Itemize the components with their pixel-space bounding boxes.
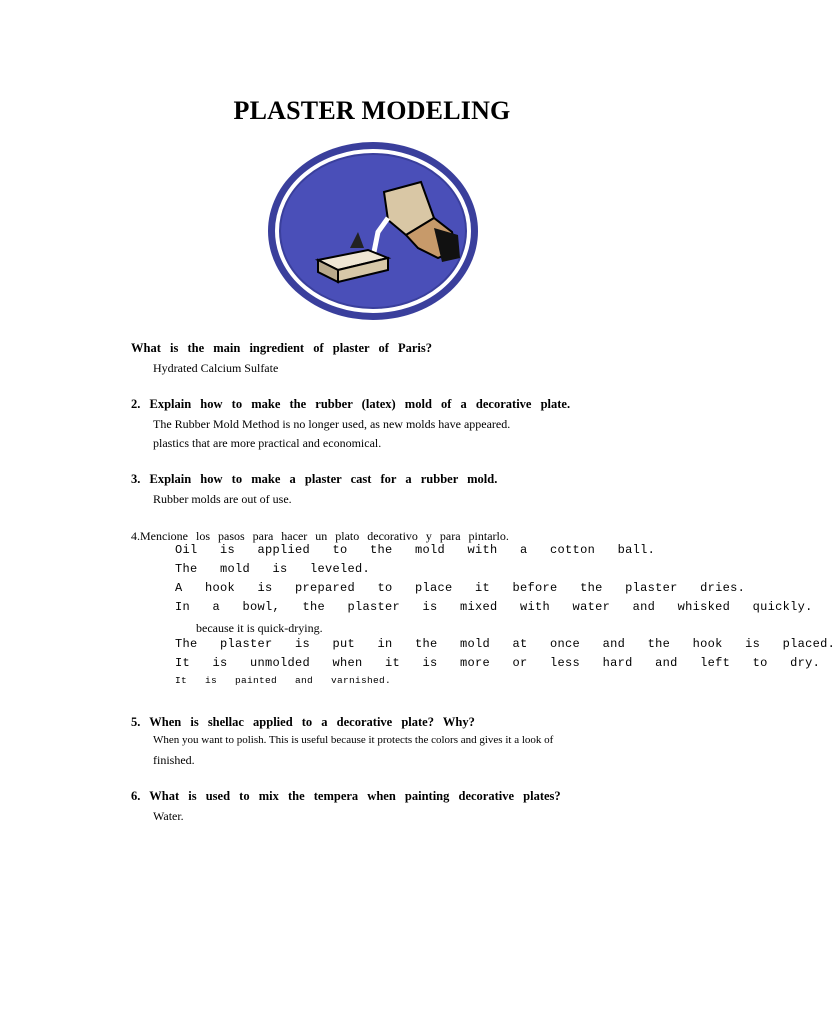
step-4-continuation: because it is quick-drying.: [196, 621, 323, 635]
page-title: PLASTER MODELING: [233, 96, 511, 125]
plaster-modeling-badge: [266, 140, 480, 322]
question-2: 2. Explain how to make the rubber (latex) mold of a decorative plate.: [131, 397, 571, 411]
question-3: 3. Explain how to make a plaster cast for a rubber mold.: [131, 472, 498, 486]
step-4: In a bowl, the plaster is mixed with water and whisked quickly.: [175, 600, 813, 614]
answer-5-line-1: When you want to polish. This is useful because it protects the colors and gives it a look of: [153, 734, 554, 746]
answer-5-line-2: finished.: [153, 753, 195, 767]
step-3: A hook is prepared to place it before the plaster dries.: [175, 581, 746, 595]
answer-6: Water.: [153, 809, 184, 823]
step-2: The mold is leveled.: [175, 562, 371, 576]
question-6: 6. What is used to mix the tempera when painting decorative plates?: [131, 789, 561, 803]
question-1: What is the main ingredient of plaster of Paris?: [131, 341, 433, 355]
step-7: It is painted and varnished.: [175, 675, 392, 686]
answer-2-line-1: The Rubber Mold Method is no longer used, as new molds have appeared.: [153, 417, 511, 431]
answer-1: Hydrated Calcium Sulfate: [153, 361, 279, 375]
answer-2-line-2: plastics that are more practical and economical.: [153, 436, 382, 450]
question-5: 5. When is shellac applied to a decorative plate? Why?: [131, 715, 475, 729]
answer-3: Rubber molds are out of use.: [153, 492, 292, 506]
step-6: It is unmolded when it is more or less hard and left to dry.: [175, 656, 821, 670]
step-1: Oil is applied to the mold with a cotton ball.: [175, 543, 656, 557]
question-4: 4.Mencione los pasos para hacer un plato decorativo y para pintarlo.: [131, 529, 509, 543]
step-5: The plaster is put in the mold at once and the hook is placed.: [175, 637, 835, 651]
